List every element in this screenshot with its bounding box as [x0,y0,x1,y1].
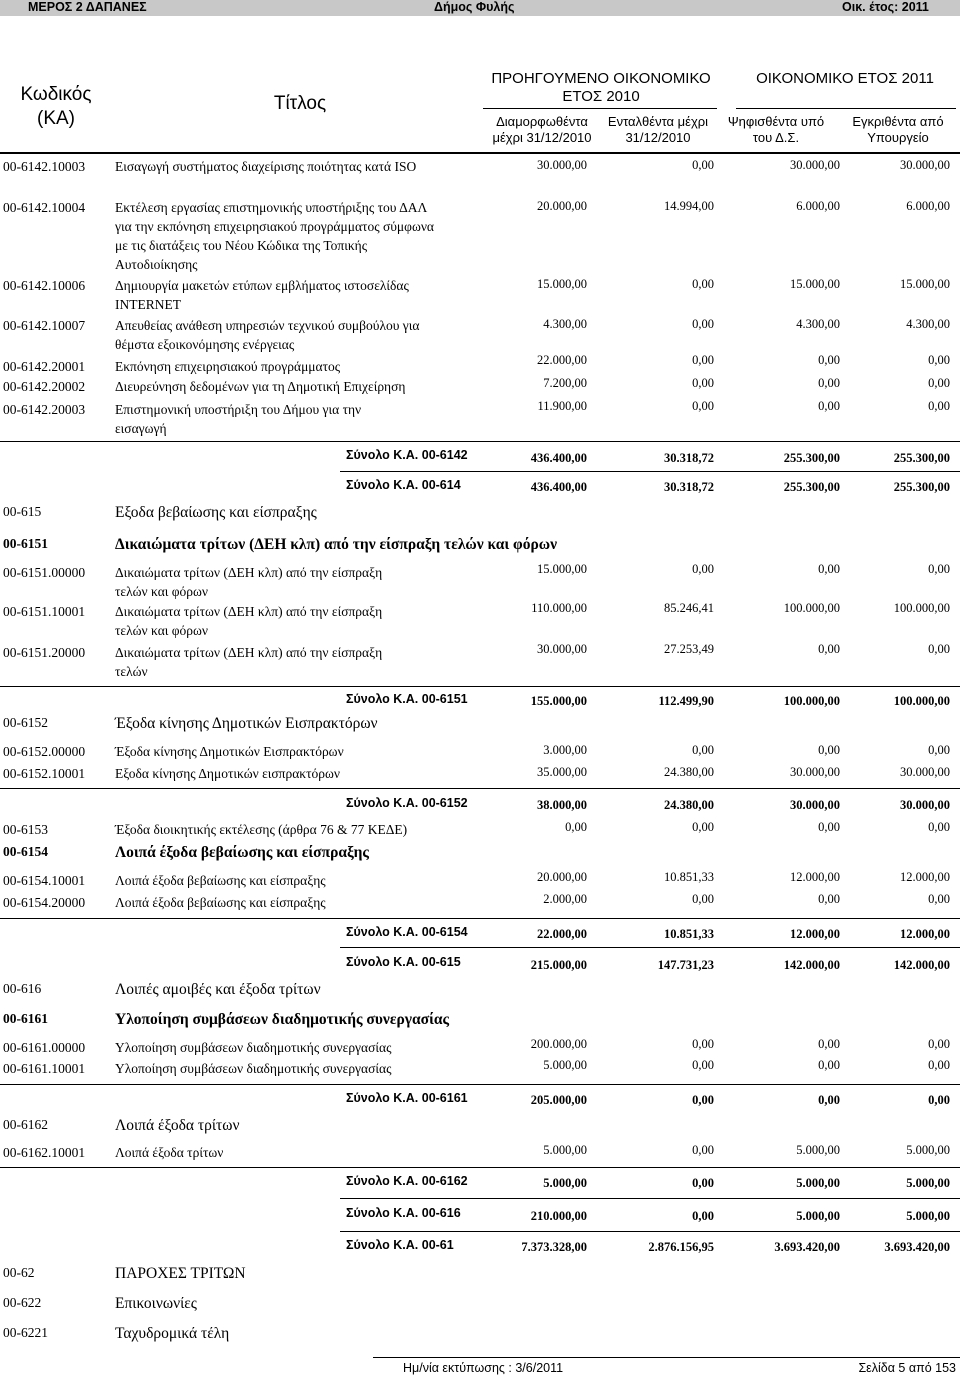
subtotal-rule [0,1167,960,1168]
row-value-voted: 6.000,00 [796,199,840,213]
header-col2-line2: 31/12/2010 [625,130,691,145]
row-value-prev-formed: 11.900,00 [537,399,587,413]
row-title: Υλοποίηση συμβάσεων διαδημοτικής συνεργασίας [115,1040,392,1055]
subtotal-approved: 5.000,00 [906,1209,950,1223]
header-col1-line2: μέχρι 31/12/2010 [492,130,592,145]
row-value-voted: 0,00 [818,743,840,757]
row-value-prev-paid: 0,00 [692,158,714,172]
subtotal-rule [340,471,960,472]
row-value-voted: 0,00 [818,892,840,906]
subtotal-voted: 5.000,00 [796,1209,840,1223]
subtotal-voted: 30.000,00 [790,798,840,812]
subtotal-prev-paid: 10.851,33 [664,927,714,941]
row-title: Έξοδα διοικητικής εκτέλεσης (άρθρα 76 & 77 ΚΕΔΕ) [115,822,408,837]
subtotal-prev-formed: 210.000,00 [530,1209,587,1223]
row-value-approved: 0,00 [928,376,950,390]
row-value-prev-formed: 15.000,00 [537,277,587,291]
row-value-prev-paid: 0,00 [692,1037,714,1051]
row-value-prev-paid: 0,00 [692,353,714,367]
row-value-approved: 30.000,00 [900,765,950,779]
section-code: 00-6221 [3,1325,48,1340]
subtotal-prev-paid: 24.380,00 [664,798,714,812]
header-col3-line2: του Δ.Σ. [752,130,800,145]
row-value-voted: 100.000,00 [783,601,840,615]
row-value-voted: 30.000,00 [790,158,840,172]
municipality-label: Δήμος Φυλής [434,0,515,14]
row-code: 00-6154.10001 [3,873,86,888]
section-code: 00-6161 [3,1011,48,1026]
subtotal-rule [0,788,960,789]
row-title: Απευθείας ανάθεση υπηρεσιών τεχνικού συμβούλου για θέμστα εξοικονόμησης ενέργειας [115,318,420,352]
subtotal-label: Σύνολο Κ.Α. 00-6162 [346,1174,468,1188]
row-title: Εκπόνηση επιχειρησιακού προγράμματος [115,359,341,374]
row-value-prev-formed: 15.000,00 [537,562,587,576]
row-title: Εξοδα κίνησης Δημοτικών εισπρακτόρων [115,766,340,781]
subtotal-approved: 12.000,00 [900,927,950,941]
subtotal-prev-paid: 112.499,90 [658,694,714,708]
row-value-approved: 6.000,00 [906,199,950,213]
row-value-approved: 0,00 [928,1037,950,1051]
row-code: 00-6142.20003 [3,402,86,417]
footer-rule [373,1357,960,1358]
header-prev-year-line2: ΕΤΟΣ 2010 [562,88,640,105]
header-col2-line1: Ενταλθέντα μέχρι [607,114,709,129]
row-value-voted: 30.000,00 [790,765,840,779]
row-code: 00-6142.10007 [3,318,86,333]
subtotal-approved: 5.000,00 [906,1176,950,1190]
row-value-prev-formed: 3.000,00 [543,743,587,757]
fiscal-year-label: Οικ. έτος: 2011 [842,0,929,14]
row-code: 00-6142.20001 [3,359,86,374]
section-code: 00-6162 [3,1117,48,1132]
subtotal-prev-formed: 22.000,00 [537,927,587,941]
row-title: Δημιουργία μακετών ετύπων εμβλήματος ιστοσελίδας INTERNET [115,278,409,312]
row-value-voted: 0,00 [818,562,840,576]
row-code: 00-6142.10006 [3,278,86,293]
row-value-voted: 0,00 [818,820,840,834]
row-value-approved: 0,00 [928,399,950,413]
row-value-prev-paid: 0,00 [692,399,714,413]
row-value-approved: 0,00 [928,892,950,906]
subtotal-rule [0,441,960,442]
row-value-prev-formed: 5.000,00 [543,1058,587,1072]
row-value-prev-paid: 27.253,49 [664,642,714,656]
page-number: Σελίδα 5 από 153 [858,1361,956,1375]
subtotal-prev-formed: 436.400,00 [530,451,587,465]
row-value-approved: 5.000,00 [906,1143,950,1157]
section-title: Έξοδα κίνησης Δημοτικών Εισπρακτόρων [115,715,378,732]
subtotal-voted: 255.300,00 [783,451,840,465]
subtotal-voted: 5.000,00 [796,1176,840,1190]
section-title: Λοιπά έξοδα βεβαίωσης και είσπραξης [115,844,369,861]
subtotal-voted: 0,00 [818,1093,840,1107]
row-value-voted: 0,00 [818,353,840,367]
row-value-prev-formed: 4.300,00 [543,317,587,331]
row-code: 00-6151.00000 [3,565,86,580]
subtotal-label: Σύνολο Κ.Α. 00-615 [346,955,461,969]
section-code: 00-615 [3,504,42,519]
subtotal-label: Σύνολο Κ.Α. 00-6161 [346,1091,468,1105]
header-col4-line2: Υπουργείο [867,130,929,145]
row-value-prev-formed: 20.000,00 [537,870,587,884]
subtotal-label: Σύνολο Κ.Α. 00-6152 [346,796,468,810]
row-value-approved: 0,00 [928,743,950,757]
row-value-approved: 0,00 [928,1058,950,1072]
header-code-line2: (ΚΑ) [37,108,75,129]
subtotal-prev-formed: 155.000,00 [530,694,587,708]
row-value-voted: 0,00 [818,399,840,413]
section-title: Εξοδα βεβαίωσης και είσπραξης [115,504,317,521]
header-prev-year-rule [483,108,717,109]
subtotal-approved: 0,00 [928,1093,950,1107]
subtotal-label: Σύνολο Κ.Α. 00-6142 [346,448,468,462]
row-value-prev-paid: 24.380,00 [664,765,714,779]
row-title: Διευρεύνηση δεδομένων για τη Δημοτική Επιχείρηση [115,379,406,394]
section-title: Λοιπά έξοδα τρίτων [115,1117,240,1134]
subtotal-voted: 12.000,00 [790,927,840,941]
row-title: Λοιπά έξοδα βεβαίωσης και είσπραξης [115,895,326,910]
row-code: 00-6161.00000 [3,1040,86,1055]
row-title: Επιστημονική υποστήριξη του Δήμου για την εισαγωγή [115,402,362,436]
section-title: Ταχυδρομικά τέλη [115,1325,230,1342]
row-value-prev-formed: 0,00 [565,820,587,834]
subtotal-label: Σύνολο Κ.Α. 00-614 [346,478,461,492]
subtotal-prev-paid: 147.731,23 [657,958,714,972]
row-value-prev-formed: 22.000,00 [537,353,587,367]
header-current-year-rule [736,108,956,109]
row-value-prev-paid: 0,00 [692,277,714,291]
subtotal-approved: 100.000,00 [893,694,950,708]
subtotal-prev-formed: 5.000,00 [543,1176,587,1190]
row-title: Δικαιώματα τρίτων (ΔΕΗ κλπ) από την είσπραξη τελών [115,645,383,679]
subtotal-voted: 142.000,00 [783,958,840,972]
row-code: 00-6151.20000 [3,645,86,660]
row-code: 00-6152.00000 [3,744,86,759]
row-code: 00-6142.10004 [3,200,86,215]
subtotal-prev-formed: 215.000,00 [530,958,587,972]
row-value-approved: 15.000,00 [900,277,950,291]
row-value-approved: 4.300,00 [906,317,950,331]
subtotal-prev-paid: 0,00 [692,1209,714,1223]
subtotal-prev-paid: 30.318,72 [664,480,714,494]
subtotal-prev-paid: 0,00 [692,1093,714,1107]
row-value-prev-paid: 0,00 [692,743,714,757]
header-col4-line1: Εγκριθέντα από [852,114,944,129]
subtotal-prev-formed: 205.000,00 [530,1093,587,1107]
subtotal-label: Σύνολο Κ.Α. 00-61 [346,1238,454,1252]
row-value-voted: 0,00 [818,642,840,656]
row-code: 00-6151.10001 [3,604,86,619]
row-value-approved: 12.000,00 [900,870,950,884]
row-value-voted: 0,00 [818,376,840,390]
row-title: Εκτέλεση εργασίας επιστημονικής υποστήριξης του ΔΑΛ για την εκπόνηση επιχειρησιακού προγράμματος σύμφωνα με τις διατάξεις του Νέου Κώδικα της Τοπικής Αυτοδιοίκησης [115,200,435,272]
row-value-voted: 5.000,00 [796,1143,840,1157]
section-code: 00-6152 [3,715,48,730]
subtotal-label: Σύνολο Κ.Α. 00-616 [346,1206,461,1220]
row-value-prev-formed: 30.000,00 [537,158,587,172]
row-value-prev-formed: 2.000,00 [543,892,587,906]
section-title: Λοιπές αμοιβές και έξοδα τρίτων [115,981,321,998]
header-col3-line1: Ψηφισθέντα υπό [727,114,825,129]
subtotal-rule [340,1231,960,1232]
print-date: Ημ/νία εκτύπωσης : 3/6/2011 [403,1361,564,1375]
section-code: 00-6151 [3,536,48,551]
header-bottom-rule [0,152,960,154]
row-code: 00-6142.20002 [3,379,86,394]
row-value-approved: 100.000,00 [893,601,950,615]
row-title: Δικαιώματα τρίτων (ΔΕΗ κλπ) από την είσπραξη τελών και φόρων [115,565,383,599]
subtotal-approved: 30.000,00 [900,798,950,812]
subtotal-approved: 142.000,00 [893,958,950,972]
row-value-prev-paid: 14.994,00 [664,199,714,213]
row-title: Δικαιώματα τρίτων (ΔΕΗ κλπ) από την είσπραξη τελών και φόρων [115,604,383,638]
row-value-voted: 12.000,00 [790,870,840,884]
row-code: 00-6162.10001 [3,1145,86,1160]
row-value-voted: 0,00 [818,1037,840,1051]
subtotal-label: Σύνολο Κ.Α. 00-6154 [346,925,468,939]
row-title: Λοιπά έξοδα τρίτων [115,1145,224,1160]
subtotal-rule [0,686,960,687]
row-value-approved: 0,00 [928,353,950,367]
document-part-label: ΜΕΡΟΣ 2 ΔΑΠΑΝΕΣ [28,0,147,14]
row-value-voted: 4.300,00 [796,317,840,331]
row-value-prev-paid: 0,00 [692,562,714,576]
subtotal-prev-formed: 38.000,00 [537,798,587,812]
row-value-prev-paid: 0,00 [692,1143,714,1157]
header-prev-year-line1: ΠΡΟΗΓΟΥΜΕΝΟ ΟΙΚΟΝΟΜΙΚΟ [491,70,711,87]
row-value-prev-paid: 0,00 [692,892,714,906]
subtotal-prev-formed: 436.400,00 [530,480,587,494]
row-value-approved: 0,00 [928,820,950,834]
subtotal-approved: 255.300,00 [893,480,950,494]
subtotal-voted: 100.000,00 [783,694,840,708]
row-code: 00-6161.10001 [3,1061,86,1076]
row-code: 00-6152.10001 [3,766,86,781]
row-value-voted: 0,00 [818,1058,840,1072]
row-value-prev-formed: 30.000,00 [537,642,587,656]
row-value-prev-formed: 20.000,00 [537,199,587,213]
subtotal-approved: 255.300,00 [893,451,950,465]
header-col1-line1: Διαμορφωθέντα [496,114,588,129]
subtotal-rule [340,947,960,948]
row-value-prev-formed: 7.200,00 [543,376,587,390]
subtotal-prev-paid: 2.876.156,95 [648,1240,714,1254]
row-code: 00-6153 [3,822,48,837]
section-title: Επικοινωνίες [115,1295,197,1312]
row-title: Υλοποίηση συμβάσεων διαδημοτικής συνεργασίας [115,1061,392,1076]
row-value-prev-formed: 5.000,00 [543,1143,587,1157]
row-value-prev-formed: 35.000,00 [537,765,587,779]
row-value-prev-formed: 200.000,00 [530,1037,587,1051]
section-code: 00-6154 [3,844,48,859]
subtotal-rule [0,918,960,919]
subtotal-voted: 255.300,00 [783,480,840,494]
row-title: Έξοδα κίνησης Δημοτικών Εισπρακτόρων [115,744,344,759]
row-code: 00-6154.20000 [3,895,86,910]
subtotal-prev-paid: 0,00 [692,1176,714,1190]
row-value-voted: 15.000,00 [790,277,840,291]
subtotal-approved: 3.693.420,00 [884,1240,950,1254]
header-code-line1: Κωδικός [20,84,92,105]
row-value-approved: 0,00 [928,562,950,576]
top-bar [0,0,960,16]
header-title: Τίτλος [273,93,327,114]
subtotal-prev-formed: 7.373.328,00 [521,1240,587,1254]
row-value-prev-paid: 0,00 [692,376,714,390]
row-value-approved: 0,00 [928,642,950,656]
section-title: ΠΑΡΟΧΕΣ ΤΡΙΤΩΝ [115,1265,246,1282]
row-value-prev-formed: 110.000,00 [531,601,587,615]
row-value-prev-paid: 0,00 [692,317,714,331]
subtotal-rule [0,1084,960,1085]
row-value-prev-paid: 0,00 [692,820,714,834]
section-code: 00-616 [3,981,42,996]
subtotal-rule [340,1198,960,1199]
section-code: 00-622 [3,1295,42,1310]
row-title: Λοιπά έξοδα βεβαίωσης και είσπραξης [115,873,326,888]
subtotal-prev-paid: 30.318,72 [664,451,714,465]
header-current-year: ΟΙΚΟΝΟΜΙΚΟ ΕΤΟΣ 2011 [756,70,934,87]
subtotal-voted: 3.693.420,00 [774,1240,840,1254]
row-value-prev-paid: 85.246,41 [664,601,714,615]
section-code: 00-62 [3,1265,35,1280]
section-title: Δικαιώματα τρίτων (ΔΕΗ κλπ) από την είσπραξη τελών και φόρων [115,536,558,553]
section-title: Υλοποίηση συμβάσεων διαδημοτικής συνεργασίας [115,1011,450,1028]
row-value-prev-paid: 0,00 [692,1058,714,1072]
row-code: 00-6142.10003 [3,159,86,174]
subtotal-label: Σύνολο Κ.Α. 00-6151 [346,692,468,706]
row-value-approved: 30.000,00 [900,158,950,172]
row-title: Εισαγωγή συστήματος διαχείρισης ποιότητας κατά ISO [115,159,417,174]
row-value-prev-paid: 10.851,33 [664,870,714,884]
